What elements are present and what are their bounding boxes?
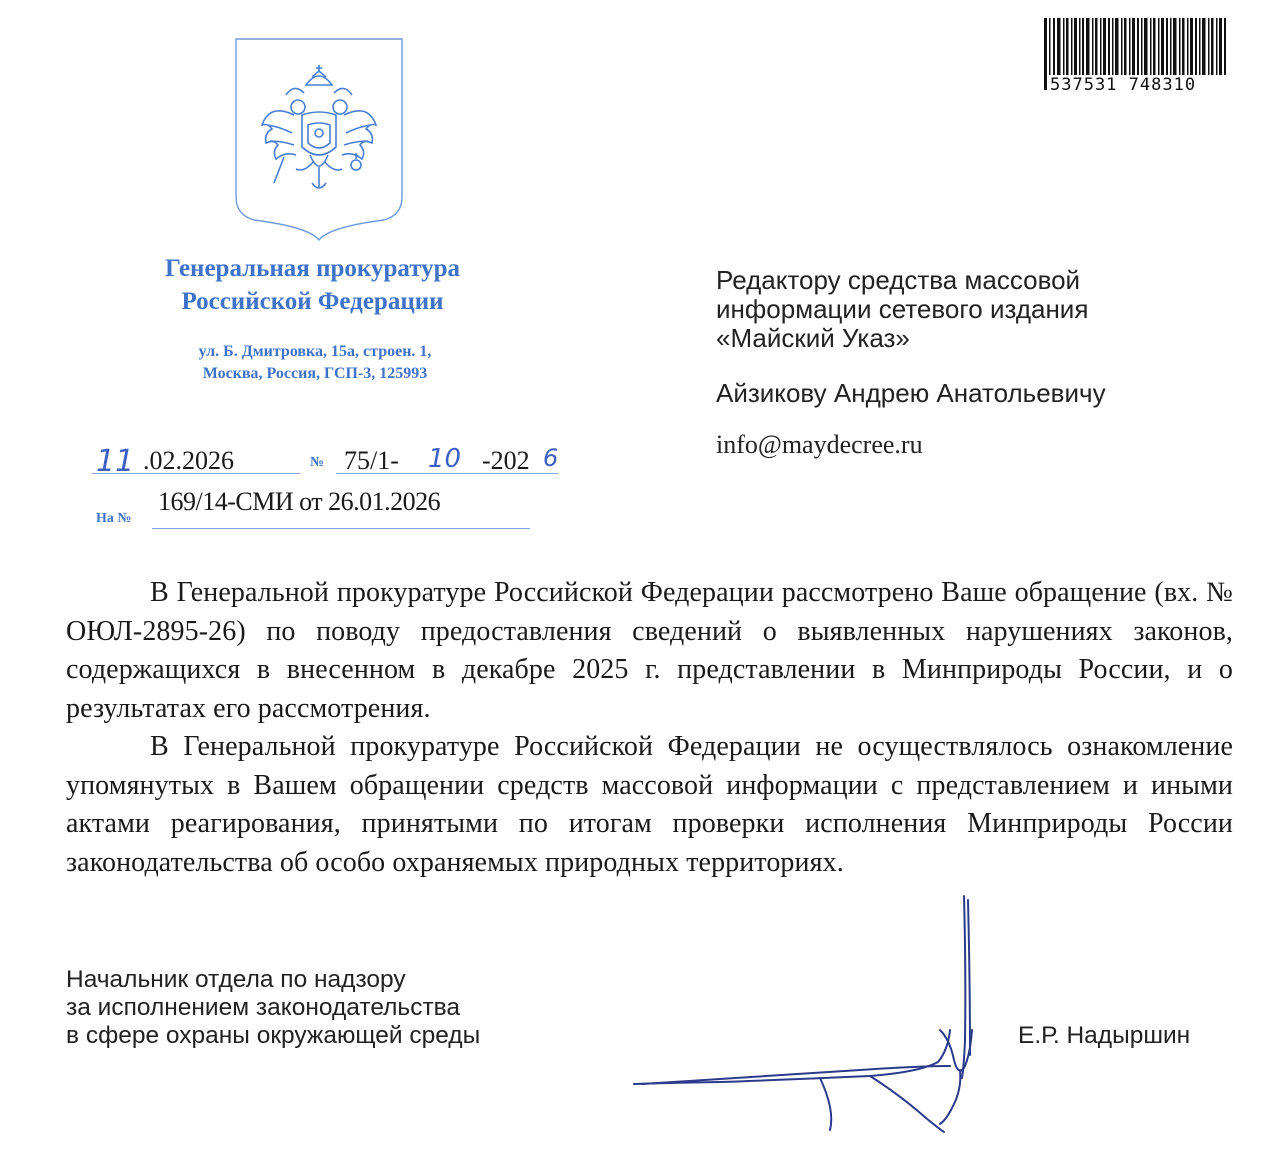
signer-position	[66, 966, 626, 1050]
signer-name: Е.Р. Надыршин	[1018, 1022, 1191, 1049]
organization-name-line-1: Генеральная прокуратура	[164, 255, 461, 282]
letter-body	[66, 574, 1233, 882]
addressee-block	[716, 266, 1236, 461]
recipient-organization-line-1: Редактору средства массовой	[716, 265, 1081, 295]
reply-reference-label: На №	[96, 511, 132, 526]
body-paragraph-1: В Генеральной прокуратуре Российской Федерации рассмотрено Ваше обращение (вх. № ОЮЛ-2895-26) по поводу предоставления сведений о выявленных нарушениях законов, содержащихся в внесенном в декабре 2025 г. представлении в Минприроды России, и о результатах его рассмотрения.	[66, 577, 1233, 724]
reply-reference-underline	[152, 528, 530, 529]
handwritten-signature	[620, 880, 1040, 1140]
recipient-organization	[716, 266, 1236, 353]
reference-number-prefix: 75/1-	[344, 446, 399, 475]
organization-address-line-2: Москва, Россия, ГСП-3, 125993	[202, 365, 428, 382]
barcode-number: 537531 748310	[1048, 75, 1230, 95]
reference-number-handwritten: 10	[428, 444, 462, 474]
organization-address	[100, 341, 530, 385]
recipient-organization-line-3: «Майский Указ»	[716, 323, 910, 353]
signer-position-line-1: Начальник отдела по надзору	[66, 966, 406, 993]
signer-position-line-3: в сфере охраны окружающей среды	[66, 1022, 481, 1049]
body-paragraph-2: В Генеральной прокуратуре Российской Федерации не осуществлялось ознакомление упомянутых в Вашем обращении средств массовой информации с представлением и иными актами реагирования, принятыми по итогам проверки исполнения Минприроды России законодательства об особо охраняемых природных территориях.	[66, 731, 1233, 878]
recipient-organization-line-2: информации сетевого издания	[716, 294, 1089, 324]
coat-of-arms-emblem	[234, 37, 404, 242]
reference-number-suffix: -202	[482, 446, 530, 475]
organization-name	[70, 252, 555, 318]
recipient-name: Айзикову Андрею Анатольевичу	[716, 378, 1106, 408]
reference-date-day: 11	[96, 444, 135, 479]
recipient-email: info@maydecree.ru	[716, 430, 923, 459]
reference-number-tail: 6	[543, 444, 559, 472]
signer-position-line-2: за исполнением законодательства	[66, 994, 461, 1021]
reply-reference-value: 169/14-СМИ от 26.01.2026	[158, 487, 441, 516]
organization-address-line-1: ул. Б. Дмитровка, 15а, строен. 1,	[198, 343, 432, 360]
reference-number-label: №	[310, 455, 325, 470]
organization-name-line-2: Российской Федерации	[181, 288, 444, 315]
reference-date: .02.2026	[143, 446, 234, 475]
